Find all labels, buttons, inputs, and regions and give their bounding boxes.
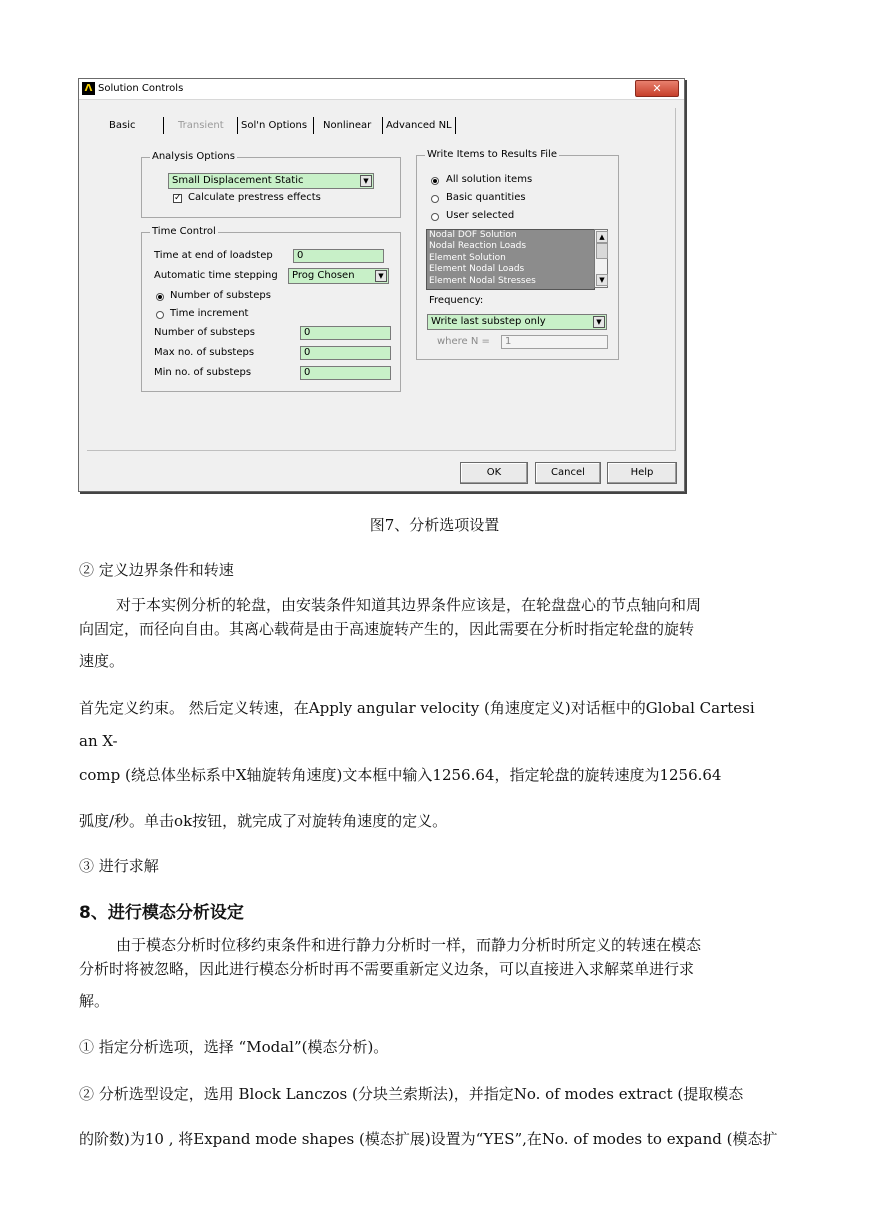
tab-divider [455,117,456,134]
auto-step-label: Automatic time stepping [154,270,278,281]
paragraph-line: 由于模态分析时位移约束条件和进行静力分析时一样，而静力分析时所定义的转速在模态 [116,936,702,954]
section-heading: 8、进行模态分析设定 [79,903,244,923]
all-items-radio[interactable] [431,177,439,185]
paragraph-line: an X- [79,732,118,750]
title-bar[interactable] [79,79,684,100]
max-substeps-label: Max no. of substeps [154,347,255,358]
where-n-label: where N = [437,336,490,347]
time-increment-radio[interactable] [156,311,164,319]
all-items-label: All solution items [446,174,533,185]
tab-divider [382,117,383,134]
frequency-label: Frequency: [429,295,484,306]
frequency-select[interactable] [427,314,607,330]
paragraph-line: comp (绕总体坐标系中X轴旋转角速度)文本框中输入1256.64，指定轮盘的旋转速度为1256.64 [79,766,722,784]
cancel-button[interactable]: Cancel [535,462,601,484]
paragraph-line: 首先定义约束。 然后定义转速，在Apply angular velocity (角速度定义)对话框中的Global Cartesi [79,699,755,717]
min-substeps-input[interactable]: 0 [300,366,391,380]
chevron-down-icon[interactable]: ▼ [593,316,605,328]
time-end-input[interactable]: 0 [293,249,384,263]
figure-caption: 图7、分析选项设置 [369,516,500,534]
time-end-label: Time at end of loadstep [154,250,273,261]
analysis-type-value: Small Displacement Static [172,175,304,186]
tab-divider [313,117,314,134]
time-control-group [141,226,401,392]
chevron-down-icon[interactable]: ▼ [375,270,387,282]
list-item[interactable]: Nodal Reaction Loads [429,241,527,252]
step-heading: ③ 进行求解 [79,857,159,875]
tab-basic[interactable]: Basic [109,120,136,131]
user-selected-label: User selected [446,210,515,221]
dialog-title: Solution Controls [98,83,184,94]
analysis-options-group [141,151,401,218]
paragraph-line: 分析时将被忽略，因此进行模态分析时再不需要重新定义边条，可以直接进入求解菜单进行求 [79,960,695,978]
tab-soln-options[interactable]: Sol'n Options [241,120,308,131]
list-item[interactable]: Element Nodal Loads [429,264,525,275]
auto-step-value: Prog Chosen [292,270,355,281]
paragraph-line: 向固定，而径向自由。其离心载荷是由于高速旋转产生的，因此需要在分析时指定轮盘的旋转 [79,620,695,638]
where-n-input[interactable]: 1 [501,335,608,349]
num-substeps-label: Number of substeps [154,327,255,338]
paragraph-line: 对于本实例分析的轮盘，由安装条件知道其边界条件应该是，在轮盘盘心的节点轴向和周 [116,596,702,614]
tab-divider [237,117,238,134]
paragraph-line: ② 分析选型设定，选用 Block Lanczos (分块兰索斯法)，并指定No. of modes extract (提取模态 [79,1085,744,1103]
scroll-up-icon[interactable]: ▲ [596,231,608,243]
scroll-thumb[interactable] [596,243,608,259]
frequency-value: Write last substep only [431,316,546,327]
list-item[interactable]: Nodal DOF Solution [429,230,517,240]
write-items-title: Write Items to Results File [427,149,557,160]
auto-step-select[interactable] [288,268,389,284]
paragraph-line: 解。 [79,992,110,1010]
result-items-listbox[interactable] [426,229,595,290]
paragraph-line: ① 指定分析选项，选择 “Modal”(模态分析)。 [79,1038,389,1056]
basic-quantities-radio[interactable] [431,195,439,203]
min-substeps-label: Min no. of substeps [154,367,252,378]
list-item[interactable]: Element Nodal Stresses [429,275,536,286]
list-item[interactable]: Element Solution [429,252,506,263]
paragraph-line: 速度。 [79,652,125,670]
ok-button[interactable]: OK [460,462,528,484]
substeps-radio[interactable] [156,293,164,301]
solution-controls-dialog [78,78,685,492]
user-selected-radio[interactable] [431,213,439,221]
listbox-scrollbar[interactable] [594,229,608,288]
basic-quantities-label: Basic quantities [446,192,526,203]
tab-transient[interactable]: Transient [178,120,224,131]
num-substeps-input[interactable]: 0 [300,326,391,340]
close-button[interactable]: ✕ [635,80,679,97]
analysis-options-title: Analysis Options [152,151,235,162]
paragraph-line: 弧度/秒。单击ok按钮，就完成了对旋转角速度的定义。 [79,812,448,830]
help-button[interactable]: Help [607,462,677,484]
step-heading: ② 定义边界条件和转速 [79,561,234,579]
prestress-label: Calculate prestress effects [188,192,321,203]
paragraph-line: 的阶数)为10 , 将Expand mode shapes (模态扩展)设置为“YES”,在No. of modes to expand (模态扩 [79,1130,778,1148]
tab-advanced-nl[interactable]: Advanced NL [386,120,452,131]
max-substeps-input[interactable]: 0 [300,346,391,360]
tab-divider [163,117,164,134]
chevron-down-icon[interactable]: ▼ [360,175,372,187]
time-increment-radio-label: Time increment [170,308,249,319]
tab-nonlinear[interactable]: Nonlinear [323,120,372,131]
ansys-logo-icon: Λ [82,82,95,95]
scroll-down-icon[interactable]: ▼ [596,274,608,286]
time-control-title: Time Control [152,226,216,237]
analysis-type-select[interactable] [168,173,374,189]
prestress-checkbox[interactable]: ✓ [174,193,182,203]
write-items-group [416,149,619,360]
substeps-radio-label: Number of substeps [170,290,271,301]
